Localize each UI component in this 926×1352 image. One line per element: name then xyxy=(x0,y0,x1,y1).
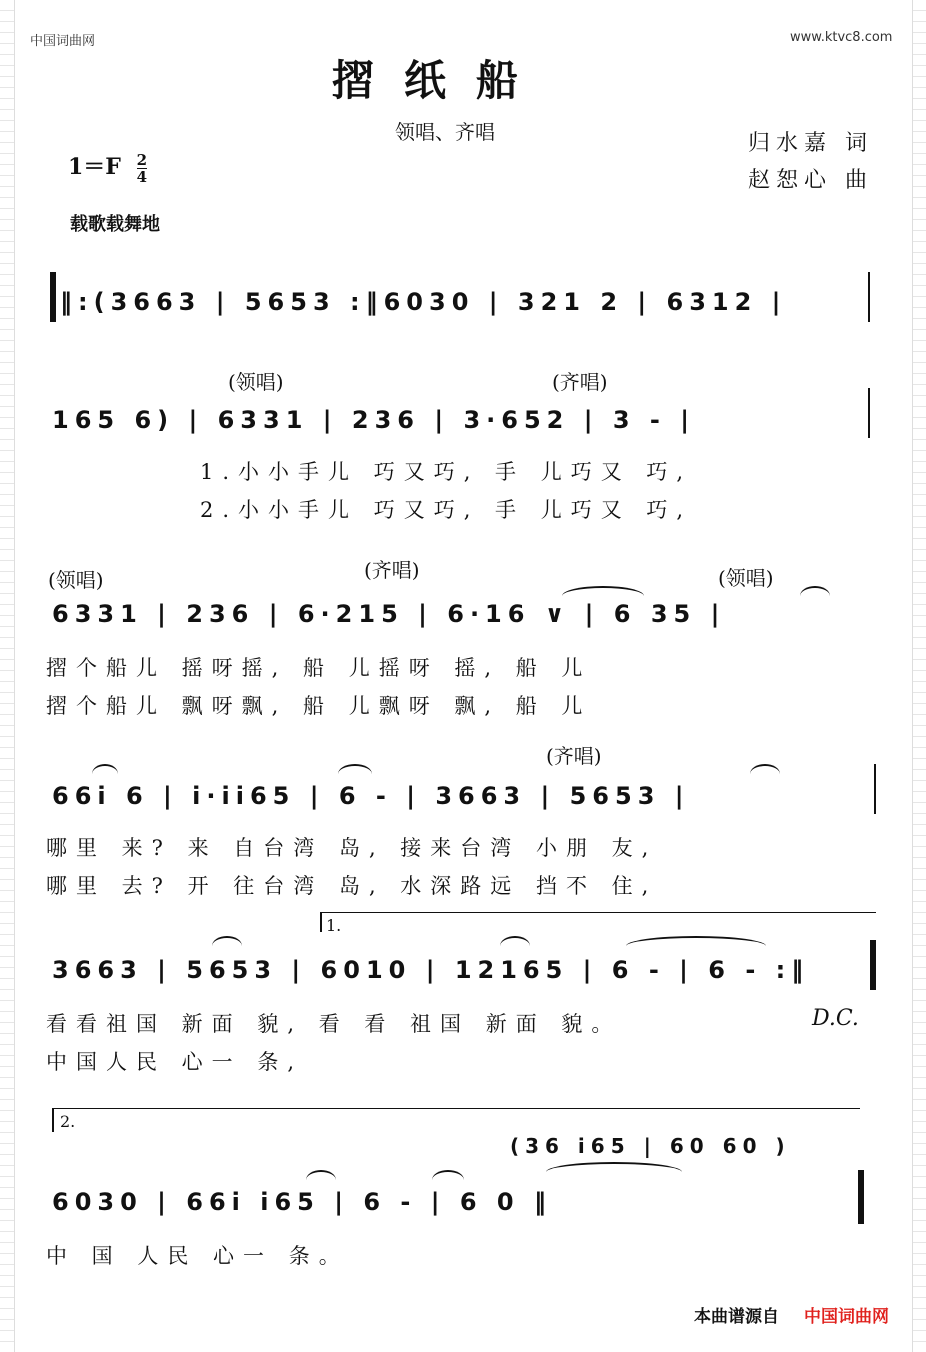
notation-row-2: 165 6) | 6331 | 236 | 3·652 | 3 - | xyxy=(52,406,695,434)
da-capo-marking: D.C. xyxy=(812,1006,859,1031)
first-ending-bracket xyxy=(320,912,876,913)
lyric-line: 中国人民 心一 条, xyxy=(46,1050,304,1074)
slur-mark xyxy=(306,1170,336,1190)
time-signature xyxy=(137,152,147,185)
final-barline xyxy=(858,1170,864,1224)
notation-row-1: ‖:(3663 | 5653 :‖6030 | 321 2 | 6312 | xyxy=(60,288,787,316)
key-label: 1＝F xyxy=(68,154,121,180)
notation-row-5: 3663 | 5653 | 6010 | 12165 | 6 - | 6 - :‖ xyxy=(52,956,810,984)
lyric-line: 2.小小手儿 巧又巧, 手 儿巧又 巧, xyxy=(200,498,693,522)
barline xyxy=(868,388,870,438)
second-ending-bracket xyxy=(52,1108,860,1109)
repeat-end-barline xyxy=(870,940,876,990)
slur-mark xyxy=(546,1162,682,1182)
voice-label: (齐唱) xyxy=(552,370,608,394)
slur-mark xyxy=(626,936,766,956)
repeat-start-barline xyxy=(50,272,56,322)
slur-mark xyxy=(92,764,118,784)
voice-label: (领唱) xyxy=(228,370,284,394)
site-url-right: www.ktvc8.com xyxy=(790,30,893,45)
slur-mark xyxy=(800,586,830,606)
instrumental-interlude: (36 i65 | 60 60 ) xyxy=(510,1134,791,1158)
lyric-line: 看看祖国 新面 貌, 看 看 祖国 新面 貌。 xyxy=(46,1012,622,1036)
notation-row-3: 6331 | 236 | 6·215 | 6·16 ∨ | 6 35 | xyxy=(52,600,726,628)
slur-mark xyxy=(500,936,530,956)
lyric-line: 摺个船儿 飘呀飘, 船 儿飘呀 飘, 船 儿 xyxy=(46,694,592,718)
footer-source-label: 本曲谱源自 xyxy=(694,1307,779,1327)
voice-label: (领唱) xyxy=(48,568,104,592)
slur-mark xyxy=(212,936,242,956)
song-subtitle: 领唱、齐唱 xyxy=(395,120,495,144)
ending-bracket-edge xyxy=(52,1108,54,1132)
slur-mark xyxy=(338,764,372,784)
voice-label: (齐唱) xyxy=(546,744,602,768)
voice-label: (齐唱) xyxy=(364,558,420,582)
footer-source-brand: 中国词曲网 xyxy=(804,1307,889,1327)
barline xyxy=(874,764,876,814)
lyric-line: 哪里 去? 开 往台湾 岛, 水深路远 挡不 住, xyxy=(46,874,658,898)
voice-label: (领唱) xyxy=(718,566,774,590)
song-title: 摺纸船 xyxy=(332,56,549,105)
right-margin-strip xyxy=(912,0,926,1352)
notation-row-6: 6030 | 66i i65 | 6 - | 6 0 ‖ xyxy=(52,1188,552,1216)
composer-credit: 赵恕心 曲 xyxy=(748,168,873,193)
time-top: 2 xyxy=(136,150,148,169)
left-margin-strip xyxy=(0,0,15,1352)
first-ending-label: 1. xyxy=(326,916,342,935)
lyricist-credit: 归水嘉 词 xyxy=(748,131,873,156)
barline xyxy=(868,272,870,322)
slur-mark xyxy=(432,1170,464,1190)
key-signature xyxy=(68,150,147,185)
ending-bracket-edge xyxy=(320,912,322,932)
tempo-marking: 载歌载舞地 xyxy=(70,214,160,235)
site-name-left: 中国词曲网 xyxy=(30,34,96,49)
lyric-line: 哪里 来? 来 自台湾 岛, 接来台湾 小朋 友, xyxy=(46,836,658,860)
notation-row-4: 66i 6 | i·ii65 | 6 - | 3663 | 5653 | xyxy=(52,782,690,810)
lyric-line: 中 国 人民 心一 条。 xyxy=(46,1244,349,1268)
slur-mark xyxy=(750,764,780,784)
lyric-line: 1.小小手儿 巧又巧, 手 儿巧又 巧, xyxy=(200,460,693,484)
lyric-line: 摺个船儿 摇呀摇, 船 儿摇呀 摇, 船 儿 xyxy=(46,656,592,680)
second-ending-label: 2. xyxy=(60,1112,76,1131)
time-bottom: 4 xyxy=(136,167,148,186)
